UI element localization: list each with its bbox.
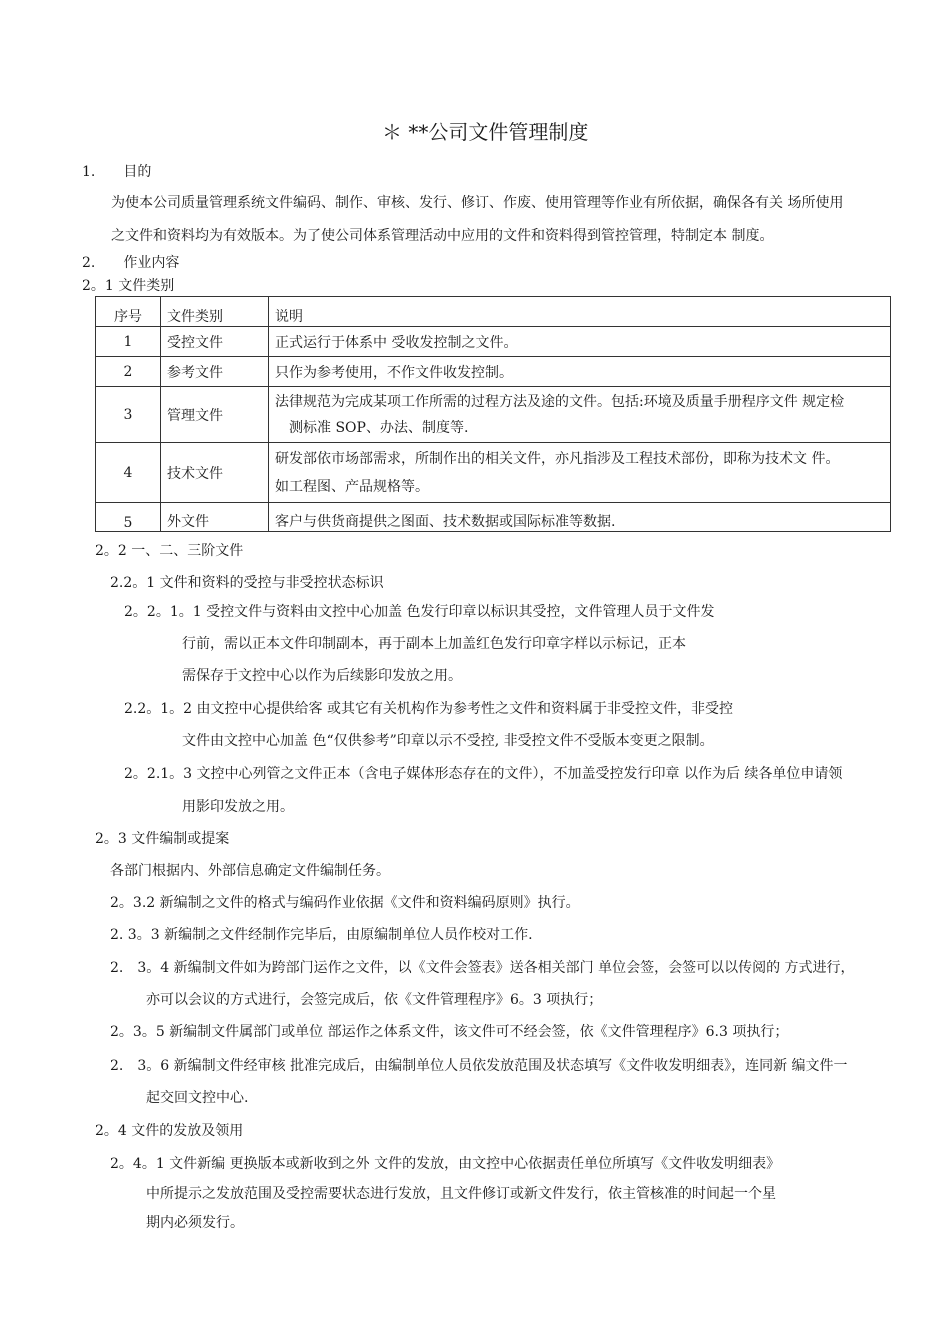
document-title: ＊ **公司文件管理制度 xyxy=(382,120,589,144)
table-header-row xyxy=(96,297,891,327)
paragraph-line: 为使本公司质量管理系统文件编码、制作、审核、发行、修订、作废、使用管理等作业有所依据，确保各有关 场所使用 xyxy=(111,195,844,211)
paragraph-line: 中所提示之发放范围及受控需要状态进行发放，且文件修订或新文件发行，依主管核准的时间起一个星 xyxy=(146,1186,776,1202)
paragraph-line: 期内必须发行。 xyxy=(146,1215,244,1231)
cell-desc xyxy=(269,387,891,443)
cell-desc xyxy=(269,443,891,503)
table-row xyxy=(96,387,891,443)
cell-type: 管理文件 xyxy=(161,387,269,443)
cell-type: 外文件 xyxy=(161,503,269,532)
paragraph-line: 2. 3。6 新编制文件经审核 批准完成后，由编制单位人员依发放范围及状态填写《文件收发明细表》，连同新 编文件一 xyxy=(110,1058,848,1074)
paragraph-line: 行前，需以正本文件印制副本，再于副本上加盖红色发行印章字样以示标记，正本 xyxy=(182,636,686,652)
cell-desc-line: 测标准 SOP、办法、制度等. xyxy=(289,419,469,436)
subsection-heading: 2。4 文件的发放及领用 xyxy=(95,1123,244,1139)
paragraph-line: 2。4。1 文件新编 更换版本或新收到之外 文件的发放，由文控中心依据责任单位所填写《文件收发明细表》 xyxy=(110,1156,781,1172)
cell-desc-line: 研发部依市场部需求，所制作出的相关文件，亦凡指涉及工程技术部份，即称为技术文 件。 xyxy=(275,450,840,467)
cell-no: 4 xyxy=(96,443,161,503)
cell-type: 参考文件 xyxy=(161,357,269,387)
paragraph-line: 2.2。1。2 由文控中心提供给客 或其它有关机构作为参考性之文件和资料属于非受控文件，非受控 xyxy=(124,701,733,717)
table-row xyxy=(96,357,891,387)
paragraph-line: 亦可以会议的方式进行，会签完成后，依《文件管理程序》6。3 项执行； xyxy=(146,992,603,1008)
paragraph-line: 2. 3。4 新编制文件如为跨部门运作之文件，以《文件会签表》送各相关部门 单位会签，会签可以以传阅的 方式进行， xyxy=(110,960,855,976)
paragraph-line: 起交回文控中心. xyxy=(146,1090,249,1106)
paragraph-line: 各部门根据内、外部信息确定文件编制任务。 xyxy=(110,863,390,879)
subsection-heading: 2。1 文件类别 xyxy=(82,278,175,294)
subsection-heading: 2。3 文件编制或提案 xyxy=(95,831,230,847)
cell-no: 3 xyxy=(96,387,161,443)
cell-desc: 客户与供货商提供之图面、技术数据或国际标准等数据. xyxy=(269,503,891,532)
cell-no: 1 xyxy=(96,327,161,357)
table-row xyxy=(96,503,891,532)
file-category-table xyxy=(95,296,891,532)
header-type: 文件类别 xyxy=(161,297,269,327)
paragraph-line: 2. 3。3 新编制之文件经制作完毕后，由原编制单位人员作校对工作. xyxy=(110,927,533,943)
cell-no: 2 xyxy=(96,357,161,387)
paragraph-line: 文件由文控中心加盖 色“仅供参考”印章以示不受控, 非受控文件不受版本变更之限制。 xyxy=(182,733,714,749)
paragraph-line: 之文件和资料均为有效版本。为了使公司体系管理活动中应用的文件和资料得到管控管理，特制定本 制度。 xyxy=(111,228,774,244)
subsection-heading: 2。2 一、二、三阶文件 xyxy=(95,543,244,559)
table-row xyxy=(96,443,891,503)
header-no: 序号 xyxy=(96,297,161,327)
header-desc: 说明 xyxy=(269,297,891,327)
paragraph-line: 2。2。1。1 受控文件与资料由文控中心加盖 色发行印章以标识其受控，文件管理人员于文件发 xyxy=(124,604,715,620)
paragraph-line: 2。3。5 新编制文件属部门或单位 部运作之体系文件，该文件可不经会签，依《文件管理程序》6.3 项执行； xyxy=(110,1024,789,1040)
cell-type: 技术文件 xyxy=(161,443,269,503)
cell-desc: 只作为参考使用，不作文件收发控制。 xyxy=(269,357,891,387)
paragraph-line: 用影印发放之用。 xyxy=(182,799,294,815)
section-1-heading: 1. 目的 xyxy=(82,164,152,180)
cell-no: 5 xyxy=(96,503,161,532)
cell-type: 受控文件 xyxy=(161,327,269,357)
cell-desc: 正式运行于体系中 受收发控制之文件。 xyxy=(269,327,891,357)
cell-desc-line: 如工程图、产品规格等。 xyxy=(275,478,429,495)
cell-desc-line: 法律规范为完成某项工作所需的过程方法及途的文件。包括:环境及质量手册程序文件 规定检 xyxy=(275,393,845,410)
table-row xyxy=(96,327,891,357)
section-2-heading: 2. 作业内容 xyxy=(82,255,180,271)
paragraph-line: 需保存于文控中心以作为后续影印发放之用。 xyxy=(182,668,462,684)
subsection-heading: 2.2。1 文件和资料的受控与非受控状态标识 xyxy=(110,575,384,591)
paragraph-line: 2。2.1。3 文控中心列管之文件正本（含电子媒体形态存在的文件），不加盖受控发行印章 以作为后 续各单位申请领 xyxy=(124,766,843,782)
paragraph-line: 2。3.2 新编制之文件的格式与编码作业依据《文件和资料编码原则》执行。 xyxy=(110,895,580,911)
